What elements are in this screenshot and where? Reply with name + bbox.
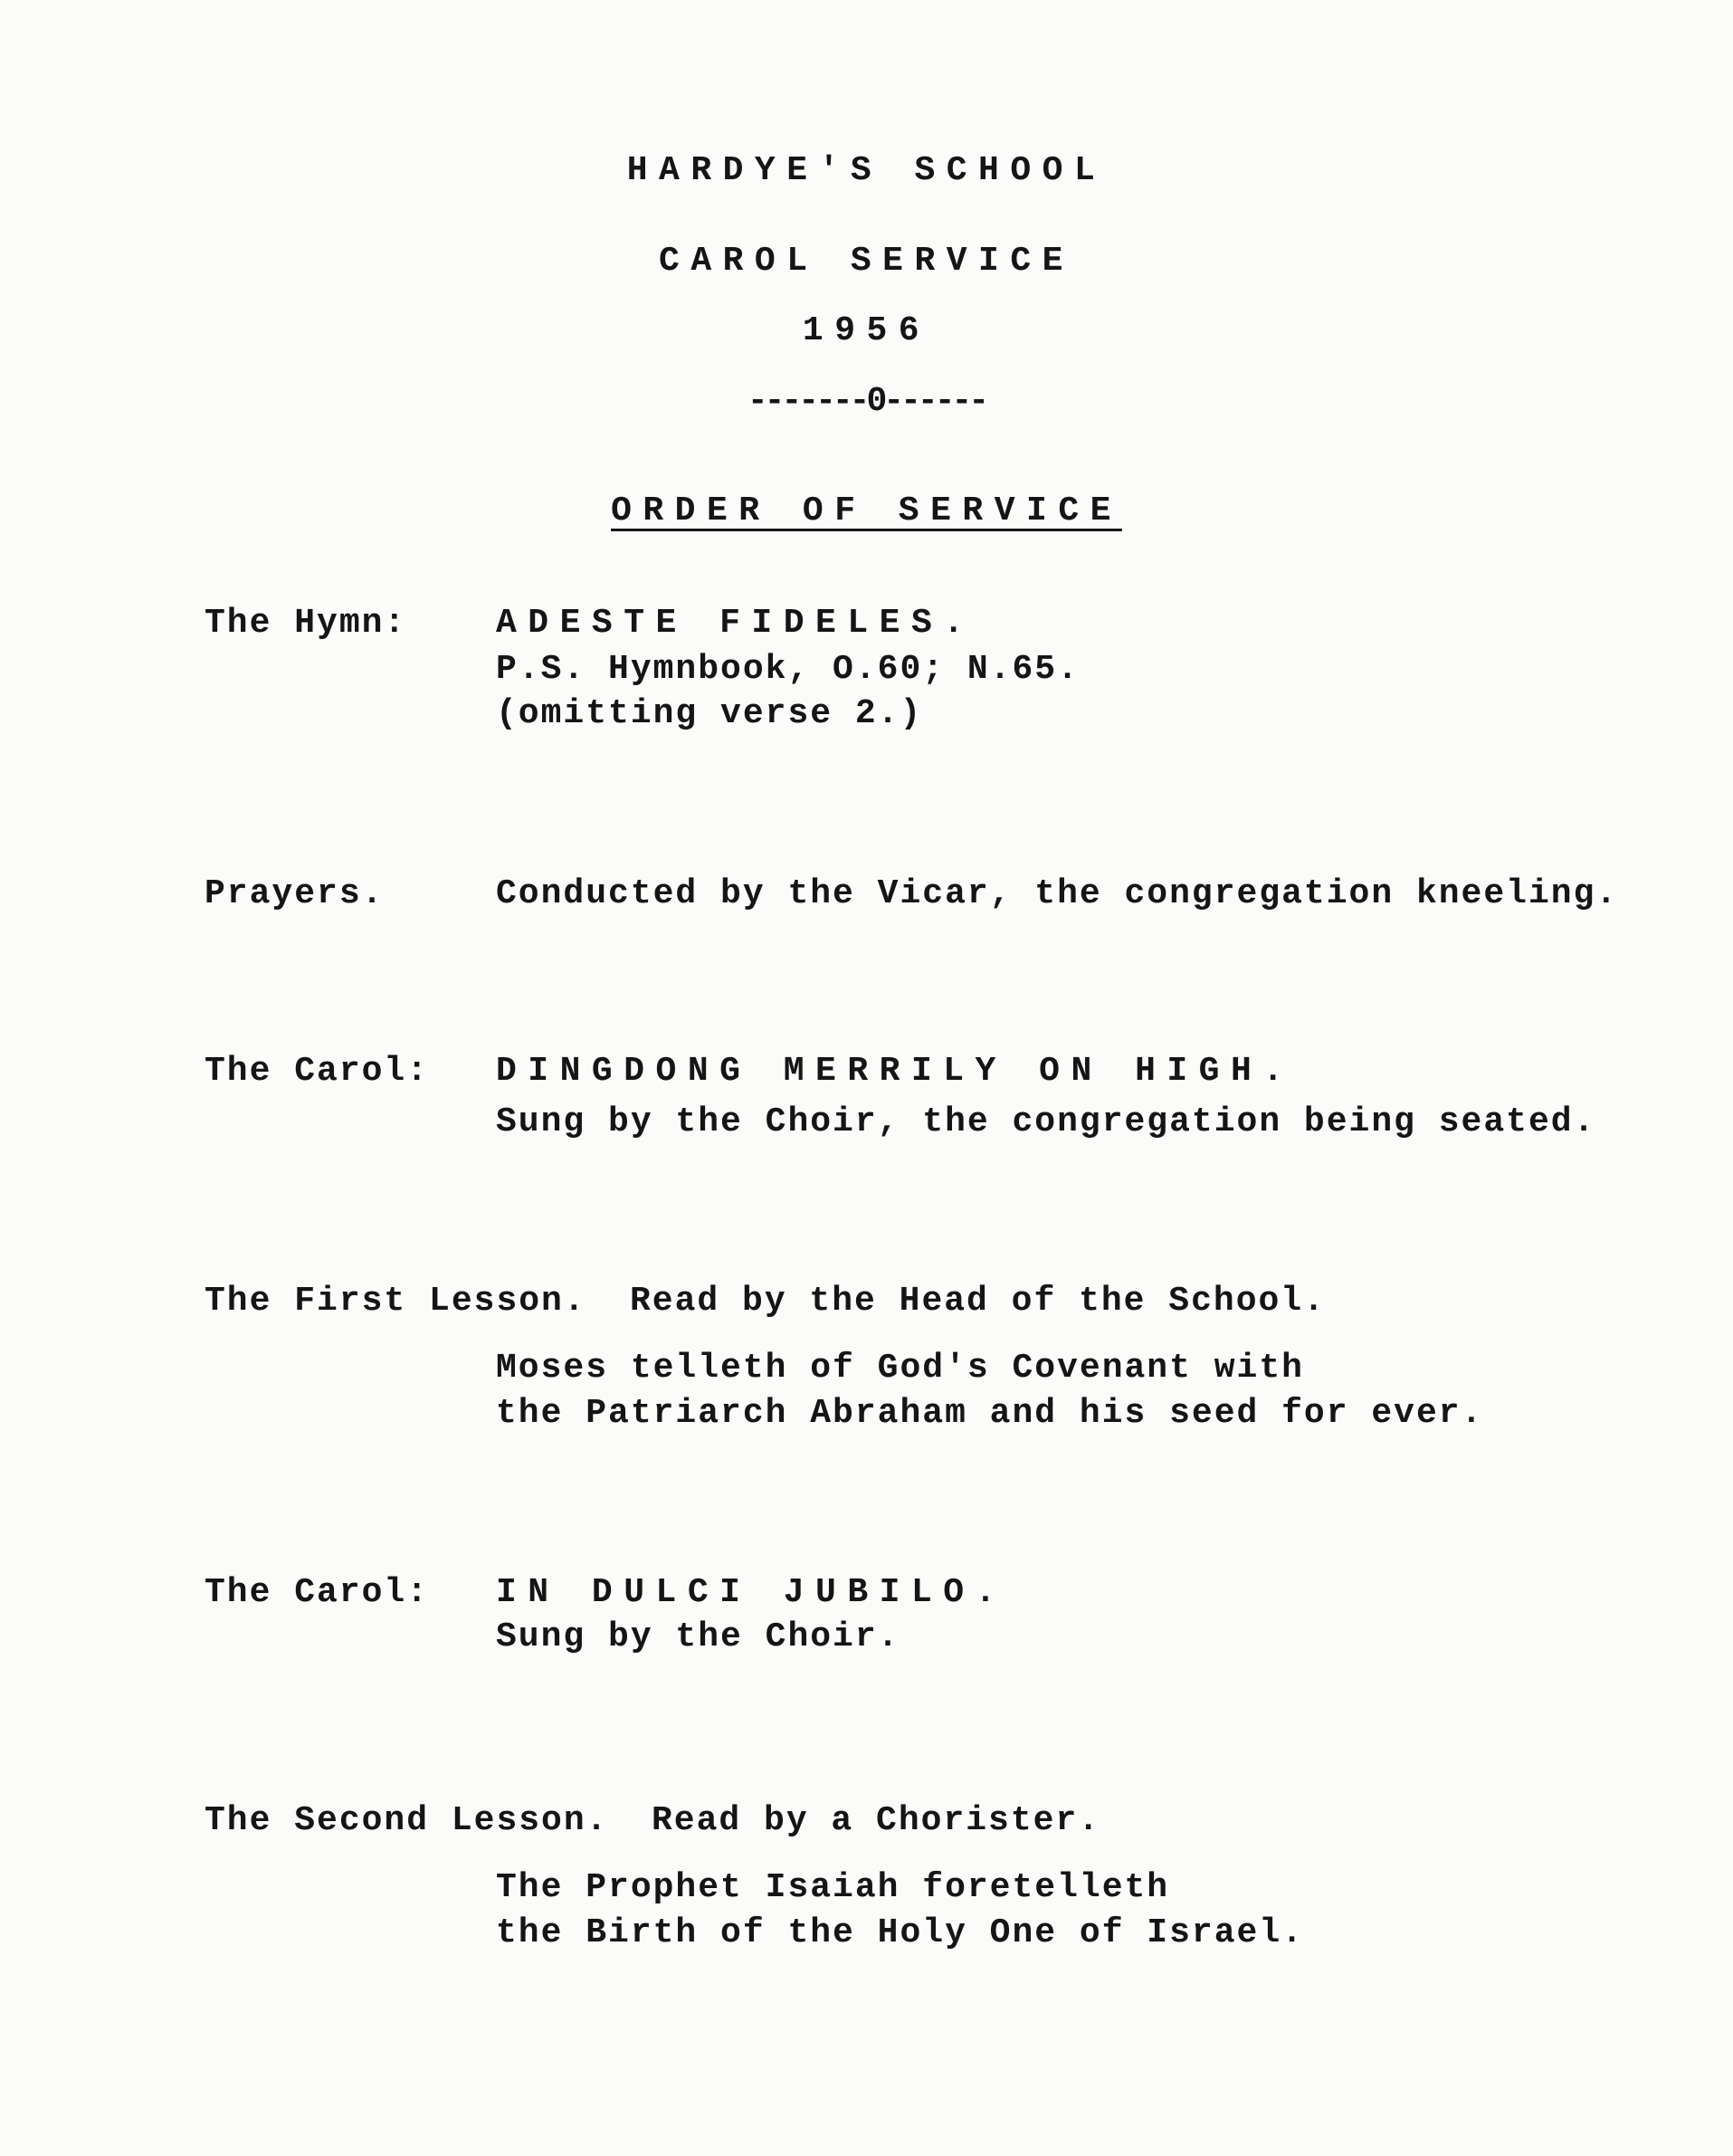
item-label: The Carol: [205, 1052, 430, 1091]
item-line: (omitting verse 2.) [496, 694, 923, 733]
item-line: Sung by the Choir. [496, 1617, 900, 1656]
item-title: IN DULCI JUBILO. [496, 1573, 1007, 1612]
item-title: ADESTE FIDELES. [496, 604, 976, 643]
school-name: HARDYE'S SCHOOL [626, 151, 1107, 190]
order-heading: ORDER OF SERVICE [611, 491, 1122, 530]
item-label: The First Lesson. [205, 1282, 586, 1321]
event-title: CAROL SERVICE [659, 242, 1074, 281]
item-line: The Prophet Isaiah foretelleth [496, 1868, 1170, 1907]
item-line: Moses telleth of God's Covenant with [496, 1349, 1304, 1388]
item-line: P.S. Hymnbook, O.60; N.65. [496, 650, 1080, 689]
item-line: the Birth of the Holy One of Israel. [496, 1913, 1304, 1952]
item-line: Conducted by the Vicar, the congregation kneeling. [496, 874, 1619, 913]
item-label: The Second Lesson. [205, 1801, 609, 1840]
item-label: Prayers. [205, 874, 385, 913]
item-label: The Hymn: [205, 604, 407, 643]
divider: -------0------ [747, 382, 986, 421]
item-label: The Carol: [205, 1573, 430, 1612]
item-title: DINGDONG MERRILY ON HIGH. [496, 1052, 1295, 1091]
item-note: Read by a Chorister. [652, 1801, 1101, 1840]
item-line: the Patriarch Abraham and his seed for ever. [496, 1394, 1484, 1433]
item-note: Read by the Head of the School. [630, 1282, 1326, 1321]
event-year: 1956 [802, 311, 931, 350]
item-line: Sung by the Choir, the congregation being seated. [496, 1102, 1596, 1141]
